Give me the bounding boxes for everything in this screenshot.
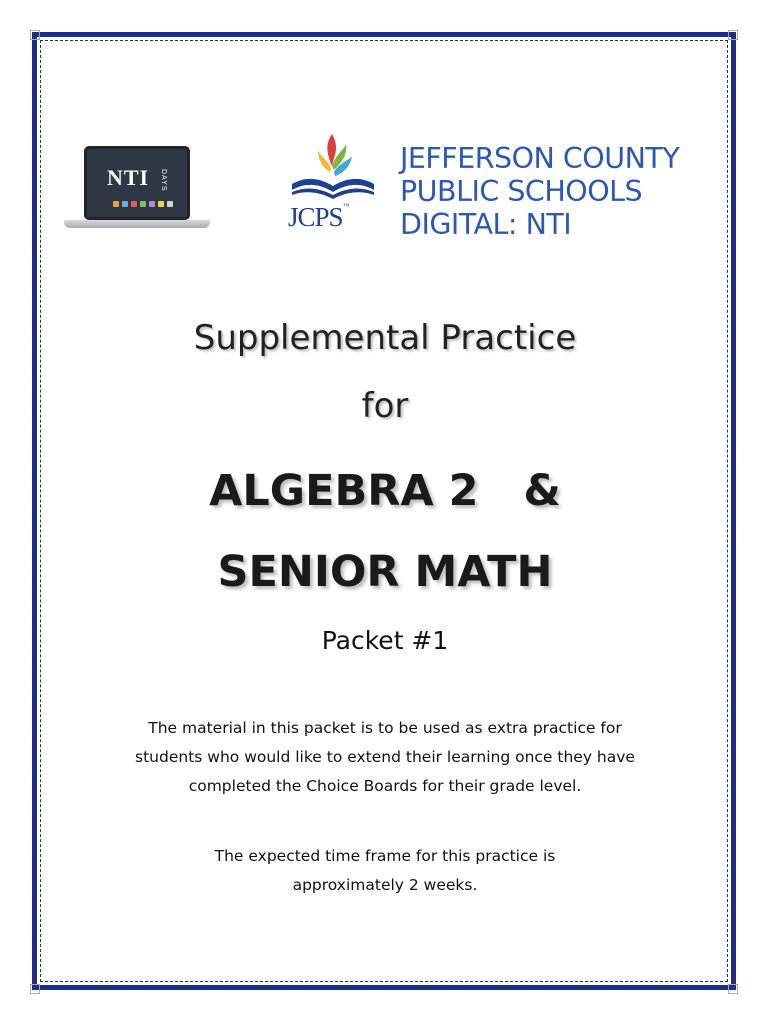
subtitle: Supplemental Practice [193,318,577,358]
district-line: JEFFERSON COUNTY [400,142,680,175]
app-icon [131,201,137,207]
laptop-screen-icon [84,146,190,220]
packet-number: Packet #1 [321,626,449,655]
corner-mark [30,30,40,40]
corner-mark [728,984,738,994]
app-icon [167,201,173,207]
corner-mark [728,30,738,40]
jcps-trademark: ™ [342,202,349,210]
app-icons-row [113,201,173,207]
app-icon [113,201,119,207]
course-title-line-2: SENIOR MATH [217,547,553,597]
app-icon [122,201,128,207]
district-name [400,142,679,241]
laptop-base [64,220,210,228]
description-line: completed the Choice Boards for their grade level. [188,777,582,795]
course-title-line-1: ALGEBRA 2 & [209,466,561,516]
timeframe-line: approximately 2 weeks. [292,876,478,894]
jcps-text: JCPS [288,202,343,232]
for-text: for [361,386,409,426]
nti-logo-text: NTI [107,165,150,190]
app-icon [149,201,155,207]
district-line: PUBLIC SCHOOLS [400,175,643,208]
days-logo-text: DAYS [160,169,167,192]
app-icon [158,201,164,207]
jcps-logo [288,132,384,242]
timeframe-paragraph [100,842,670,900]
corner-mark [30,984,40,994]
description-line: students who would like to extend their learning once they have [135,748,635,766]
jcps-wordmark [288,202,384,233]
timeframe-line: The expected time frame for this practice is [214,847,556,865]
description-paragraph [100,714,670,801]
description-line: The material in this packet is to be used as extra practice for [148,719,622,737]
flame-book-icon [288,132,384,202]
nti-days-logo [64,146,210,230]
app-icon [140,201,146,207]
district-line: DIGITAL: NTI [400,208,572,241]
